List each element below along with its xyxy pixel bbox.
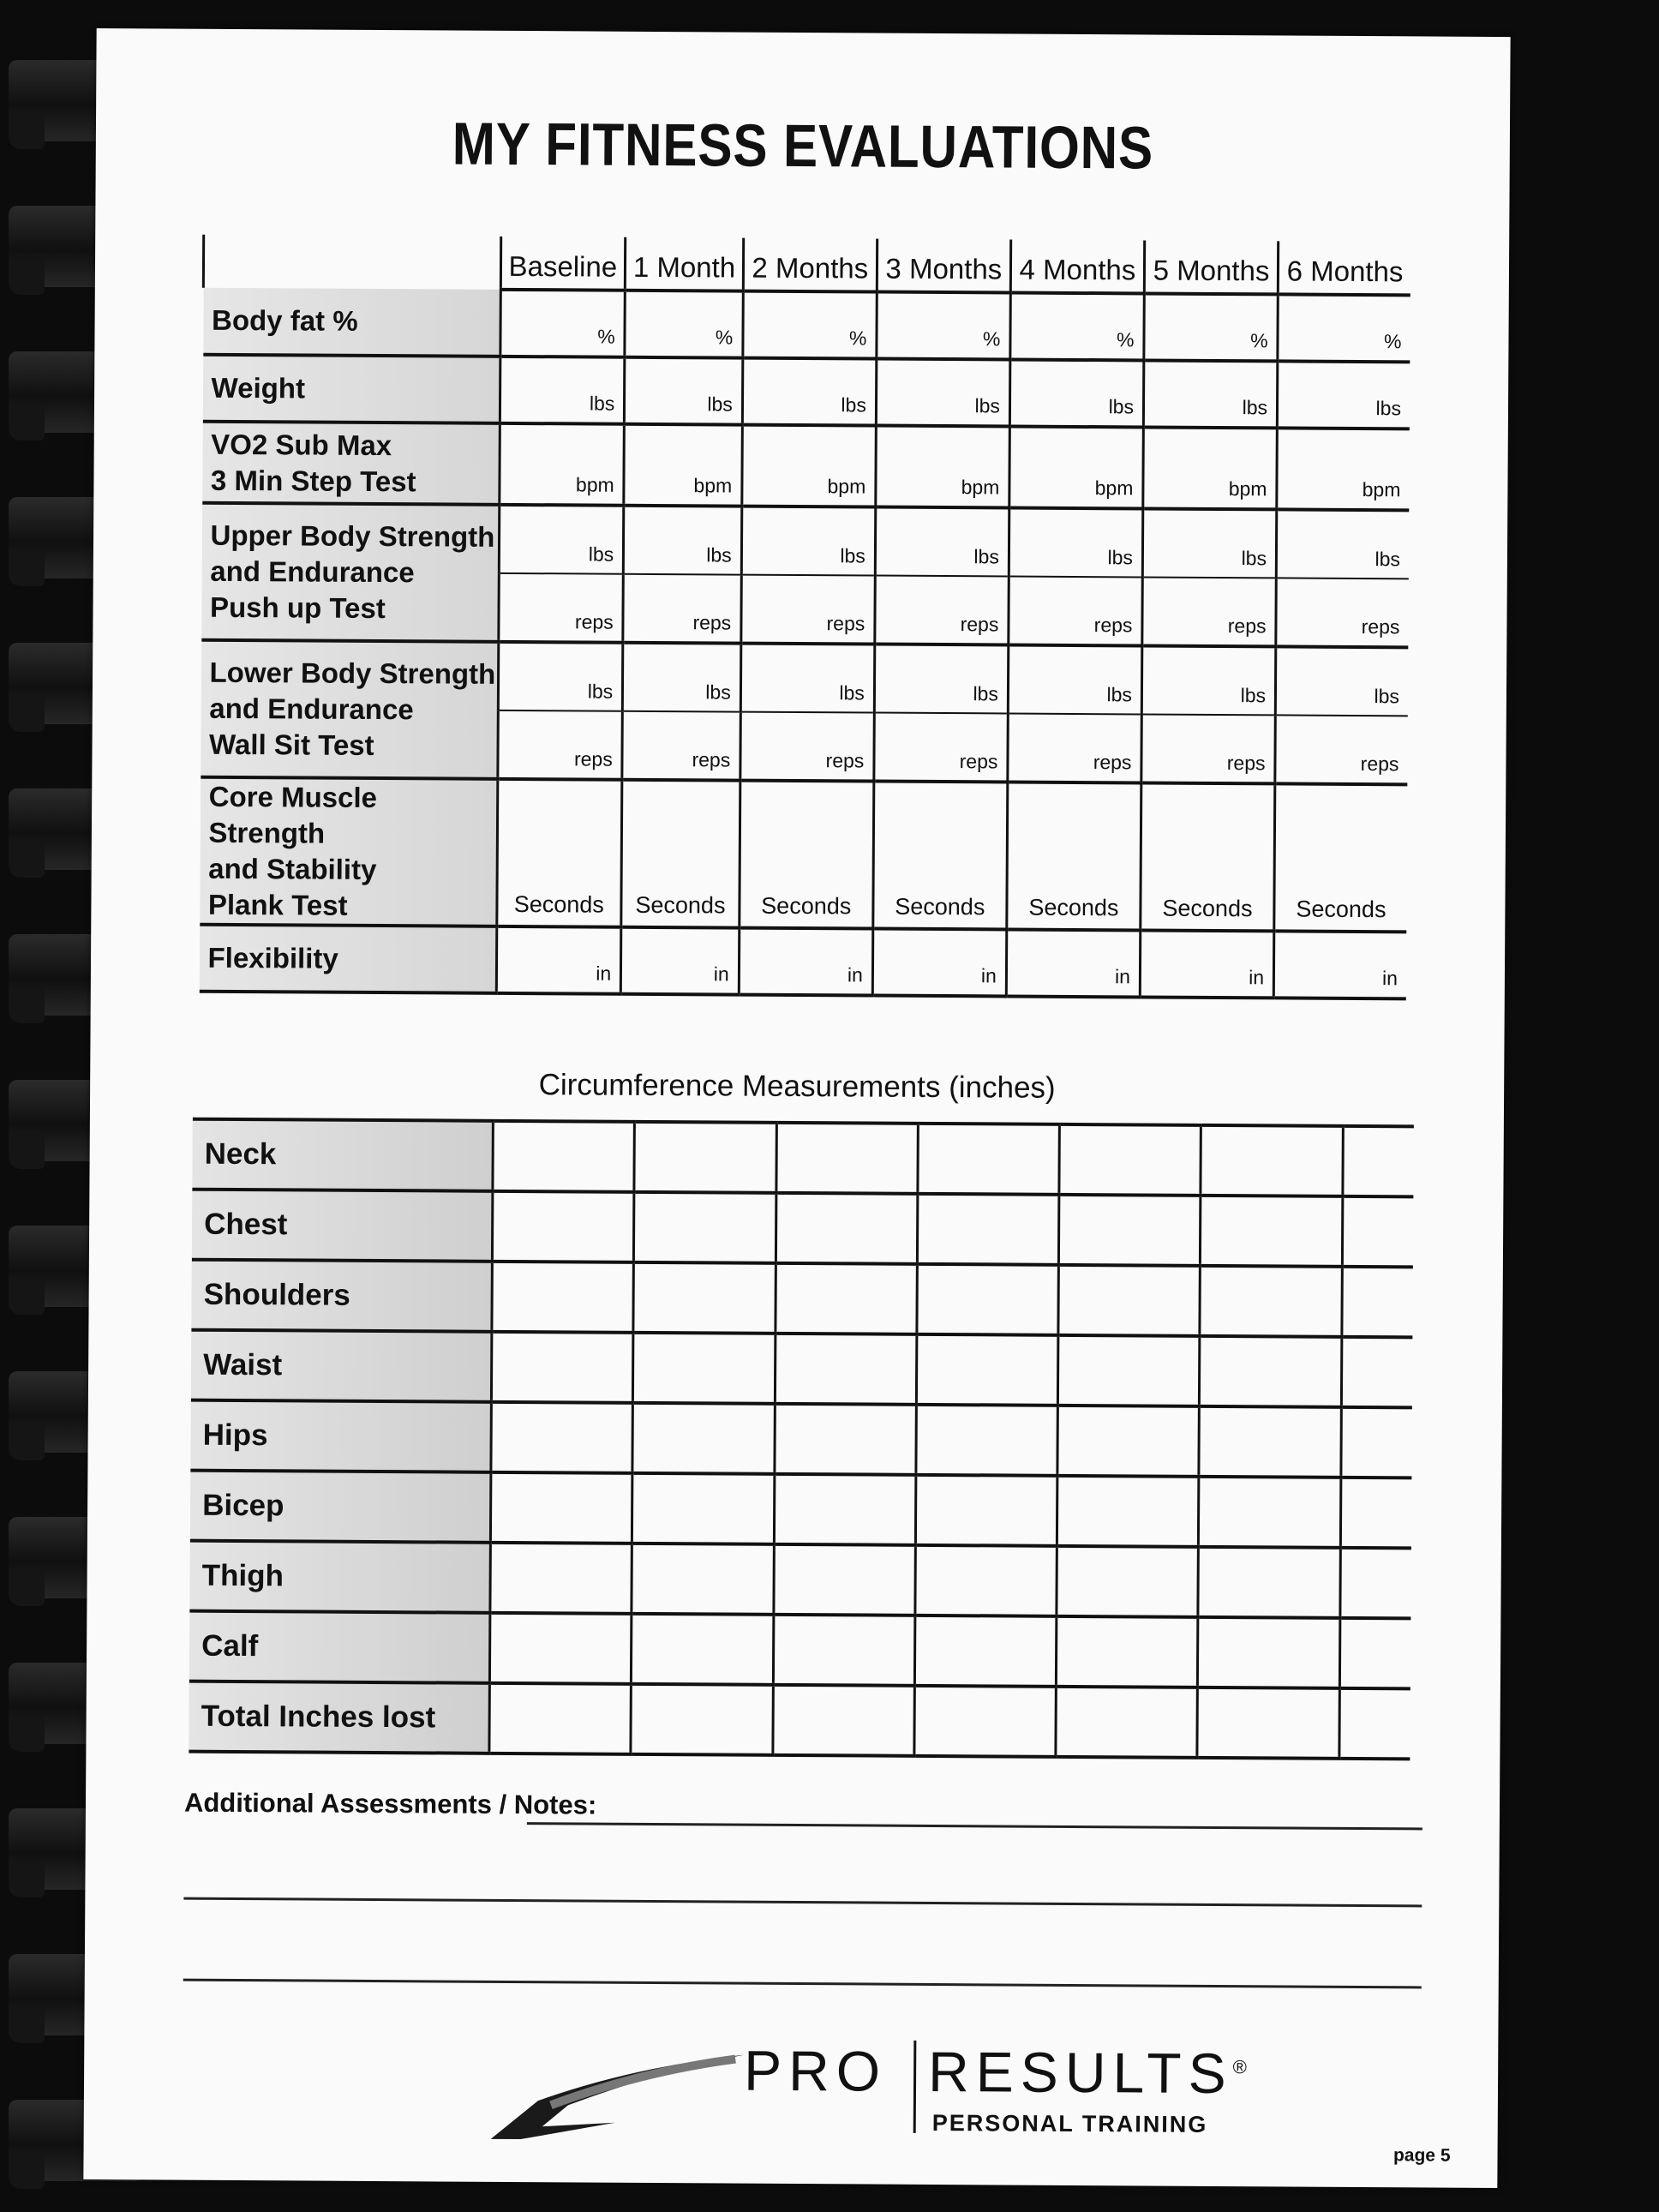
circumference-row [192, 1190, 1413, 1268]
column-header: 1 Month [626, 237, 744, 291]
circumference-row [192, 1119, 1413, 1197]
evaluation-entry-cell[interactable]: lbs [1008, 644, 1142, 714]
circumference-entry-cell[interactable] [491, 1402, 633, 1473]
circumference-entry-cell[interactable] [1340, 1478, 1411, 1549]
notes-line[interactable] [183, 1897, 1422, 1908]
evaluation-row [203, 288, 1410, 363]
evaluation-entry-cell[interactable]: % [1278, 294, 1410, 362]
evaluation-row [202, 355, 1410, 429]
evaluation-label: Flexibility [199, 925, 496, 993]
circumference-entry-cell[interactable] [918, 1124, 1060, 1195]
circumference-label: Total Inches lost [189, 1681, 489, 1753]
evaluation-entry-cell[interactable]: lbs [740, 644, 875, 713]
circumference-entry-cell[interactable] [1057, 1406, 1200, 1477]
evaluation-entry-cell[interactable]: lbs [874, 644, 1009, 714]
evaluation-entry-cell[interactable]: lbs [1141, 645, 1276, 715]
evaluation-entry-cell[interactable]: reps [874, 713, 1009, 782]
circumference-entry-cell[interactable] [1340, 1548, 1411, 1619]
evaluation-label: Body fat % [203, 288, 500, 357]
circumference-table [189, 1118, 1414, 1761]
pro-results-logo [487, 2019, 1254, 2152]
circumference-entry-cell[interactable] [1056, 1687, 1198, 1758]
circumference-entry-cell[interactable] [1341, 1407, 1412, 1478]
evaluation-entry-cell[interactable]: bpm [1277, 428, 1410, 510]
circumference-entry-cell[interactable] [489, 1613, 632, 1684]
circumference-entry-cell[interactable] [633, 1262, 776, 1334]
fitness-evaluation-table [198, 235, 1410, 1001]
logo-divider [913, 2041, 917, 2133]
evaluation-label: Upper Body Strength and Endurance Push up Test [201, 503, 499, 642]
circumference-label: Waist [191, 1330, 492, 1402]
circumference-entry-cell[interactable] [1059, 1124, 1201, 1196]
evaluation-entry-cell[interactable]: reps [1142, 577, 1277, 646]
evaluation-label: Core Muscle Strength and Stability Plank Test [200, 777, 498, 926]
evaluation-entry-cell[interactable]: reps [1009, 576, 1143, 645]
circumference-entry-cell[interactable] [632, 1614, 774, 1685]
evaluation-entry-cell[interactable]: Seconds [1141, 782, 1275, 931]
evaluation-entry-cell[interactable]: reps [740, 712, 875, 782]
circumference-entry-cell[interactable] [1057, 1616, 1199, 1687]
circumference-entry-cell[interactable] [1342, 1267, 1413, 1338]
circumference-label: Hips [190, 1400, 491, 1472]
evaluation-entry-cell[interactable]: reps [498, 573, 623, 643]
circumference-entry-cell[interactable] [1200, 1336, 1342, 1407]
column-header: 4 Months [1010, 240, 1144, 294]
evaluation-entry-cell[interactable]: % [1010, 293, 1145, 361]
notes-label: Additional Assessments / Notes: [183, 1787, 597, 1820]
evaluation-entry-cell[interactable]: in [739, 928, 873, 996]
evaluation-row [200, 777, 1408, 932]
circumference-entry-cell[interactable] [1057, 1476, 1200, 1547]
evaluation-entry-cell[interactable]: lbs [1009, 508, 1143, 578]
evaluation-entry-cell[interactable]: reps [741, 575, 876, 644]
circumference-entry-cell[interactable] [917, 1194, 1059, 1265]
circumference-entry-cell[interactable] [632, 1403, 775, 1474]
circumference-entry-cell[interactable] [776, 1193, 918, 1264]
circumference-row [189, 1681, 1410, 1759]
evaluation-entry-cell[interactable]: bpm [1143, 427, 1278, 509]
circumference-entry-cell[interactable] [633, 1333, 776, 1404]
evaluation-entry-cell[interactable]: lbs [1277, 361, 1410, 429]
evaluation-entry-cell[interactable]: lbs [741, 507, 876, 576]
evaluation-entry-cell[interactable]: lbs [1143, 360, 1278, 428]
circumference-entry-cell[interactable] [1342, 1196, 1413, 1268]
evaluation-entry-cell[interactable]: reps [1141, 714, 1276, 783]
circumference-entry-cell[interactable] [776, 1123, 918, 1194]
circumference-row [191, 1330, 1412, 1408]
circumference-row [191, 1260, 1412, 1338]
column-header: 2 Months [743, 238, 877, 292]
circumference-row [190, 1471, 1411, 1549]
evaluation-entry-cell[interactable]: bpm [1009, 427, 1144, 509]
evaluation-entry-cell[interactable]: lbs [500, 357, 625, 424]
logo-tagline: PERSONAL TRAINING [931, 2109, 1208, 2137]
logo-results: RESULTS® [927, 2039, 1254, 2106]
circumference-entry-cell[interactable] [1339, 1688, 1410, 1759]
evaluation-entry-cell[interactable]: reps [1008, 713, 1142, 782]
page-number: page 5 [1392, 2145, 1451, 2166]
evaluation-entry-cell[interactable]: reps [622, 711, 740, 781]
evaluation-row [201, 640, 1408, 716]
evaluation-entry-cell[interactable]: bpm [624, 424, 742, 507]
circumference-entry-cell[interactable] [916, 1405, 1058, 1476]
evaluation-entry-cell[interactable]: % [500, 290, 625, 357]
circumference-entry-cell[interactable] [1059, 1195, 1201, 1266]
notes-line[interactable] [183, 1979, 1422, 1989]
evaluation-entry-cell[interactable]: % [625, 291, 743, 358]
circumference-entry-cell[interactable] [1201, 1125, 1343, 1196]
circumference-entry-cell[interactable] [490, 1543, 632, 1614]
evaluation-entry-cell[interactable]: in [496, 926, 621, 994]
circumference-entry-cell[interactable] [914, 1686, 1057, 1757]
evaluation-entry-cell[interactable]: Seconds [621, 780, 740, 928]
circumference-entry-cell[interactable] [772, 1685, 914, 1756]
circumference-entry-cell[interactable] [773, 1544, 915, 1616]
circumference-label: Thigh [189, 1541, 490, 1613]
corner-header [203, 235, 500, 290]
circumference-title: Circumference Measurements (inches) [538, 1068, 1056, 1105]
column-header: Baseline [500, 237, 626, 291]
circumference-entry-cell[interactable] [490, 1472, 632, 1544]
circumference-entry-cell[interactable] [492, 1262, 634, 1333]
page-title: MY FITNESS EVALUATIONS [452, 110, 1154, 182]
circumference-entry-cell[interactable] [489, 1683, 632, 1754]
circumference-entry-cell[interactable] [1057, 1546, 1199, 1617]
column-header: 5 Months [1144, 240, 1278, 294]
circumference-entry-cell[interactable] [774, 1404, 916, 1475]
evaluation-entry-cell[interactable]: % [743, 291, 877, 359]
evaluation-entry-cell[interactable]: Seconds [496, 779, 622, 927]
circumference-entry-cell[interactable] [1197, 1687, 1339, 1759]
circumference-entry-cell[interactable] [634, 1192, 776, 1263]
circumference-entry-cell[interactable] [632, 1544, 774, 1615]
circumference-entry-cell[interactable] [1343, 1126, 1414, 1197]
circumference-entry-cell[interactable] [1341, 1337, 1412, 1408]
evaluation-entry-cell[interactable]: Seconds [873, 782, 1008, 930]
circumference-entry-cell[interactable] [1201, 1196, 1343, 1267]
circumference-row [189, 1541, 1410, 1619]
evaluation-entry-cell[interactable]: lbs [499, 505, 624, 574]
circumference-label: Neck [192, 1119, 493, 1191]
logo-pro: PRO [743, 2038, 888, 2103]
evaluation-label: Lower Body Strength and Endurance Wall Sit Test [201, 640, 498, 779]
circumference-row [189, 1611, 1410, 1689]
evaluation-entry-cell[interactable]: % [1144, 293, 1279, 361]
circumference-entry-cell[interactable] [774, 1474, 916, 1545]
circumference-entry-cell[interactable] [1198, 1547, 1340, 1618]
circumference-entry-cell[interactable] [917, 1264, 1059, 1335]
circumference-entry-cell[interactable] [493, 1121, 635, 1192]
evaluation-entry-cell[interactable]: lbs [1009, 360, 1144, 428]
evaluation-entry-cell[interactable]: in [872, 929, 1007, 997]
circumference-entry-cell[interactable] [631, 1684, 773, 1755]
evaluation-entry-cell[interactable]: lbs [498, 642, 623, 711]
circumference-entry-cell[interactable] [1198, 1617, 1340, 1688]
evaluation-entry-cell[interactable]: lbs [742, 358, 877, 426]
evaluation-entry-cell[interactable]: lbs [875, 507, 1009, 577]
evaluation-entry-cell[interactable]: lbs [625, 357, 743, 425]
evaluation-entry-cell[interactable]: lbs [876, 359, 1010, 427]
circumference-entry-cell[interactable] [1339, 1618, 1410, 1689]
evaluation-row [201, 503, 1409, 579]
circumference-entry-cell[interactable] [773, 1615, 915, 1686]
evaluation-entry-cell[interactable]: reps [1275, 715, 1408, 784]
circumference-row [190, 1400, 1411, 1478]
circumference-entry-cell[interactable] [634, 1122, 776, 1193]
circumference-entry-cell[interactable] [775, 1263, 917, 1334]
circumference-entry-cell[interactable] [632, 1473, 775, 1544]
circumference-entry-cell[interactable] [1200, 1266, 1342, 1337]
circumference-entry-cell[interactable] [915, 1475, 1057, 1546]
circumference-label: Calf [189, 1611, 490, 1683]
evaluation-entry-cell[interactable]: in [621, 927, 740, 995]
evaluation-entry-cell[interactable]: in [1273, 931, 1406, 998]
circumference-entry-cell[interactable] [916, 1334, 1058, 1406]
circumference-entry-cell[interactable] [914, 1616, 1057, 1687]
evaluation-entry-cell[interactable]: reps [623, 574, 741, 644]
evaluation-row [202, 422, 1410, 511]
evaluation-label: Weight [202, 355, 500, 423]
evaluation-entry-cell[interactable]: bpm [499, 423, 624, 506]
circumference-entry-cell[interactable] [492, 1191, 634, 1262]
evaluation-entry-cell[interactable]: lbs [1142, 508, 1277, 578]
circumference-entry-cell[interactable] [1058, 1335, 1201, 1406]
circumference-entry-cell[interactable] [491, 1332, 633, 1403]
evaluation-row [199, 925, 1406, 999]
circumference-entry-cell[interactable] [1058, 1265, 1201, 1336]
circumference-entry-cell[interactable] [1199, 1406, 1341, 1478]
circumference-label: Bicep [190, 1471, 491, 1543]
evaluation-entry-cell[interactable]: reps [1276, 578, 1409, 647]
evaluation-entry-cell[interactable]: in [1006, 929, 1141, 997]
evaluation-entry-cell[interactable]: Seconds [1007, 782, 1141, 930]
column-header: 6 Months [1278, 241, 1410, 295]
evaluation-entry-cell[interactable]: lbs [1275, 646, 1408, 716]
evaluation-entry-cell[interactable]: bpm [876, 426, 1010, 508]
evaluation-entry-cell[interactable]: reps [497, 710, 622, 780]
evaluation-entry-cell[interactable]: in [1140, 930, 1274, 998]
evaluation-entry-cell[interactable]: Seconds [740, 781, 874, 929]
column-header: 3 Months [877, 239, 1010, 293]
notes-line[interactable] [527, 1822, 1422, 1830]
swoosh-icon [487, 2019, 745, 2149]
evaluation-entry-cell[interactable]: Seconds [1274, 783, 1407, 932]
evaluation-entry-cell[interactable]: lbs [624, 506, 742, 575]
circumference-label: Shoulders [191, 1260, 492, 1332]
circumference-entry-cell[interactable] [915, 1545, 1057, 1616]
evaluation-entry-cell[interactable]: % [877, 292, 1011, 360]
circumference-entry-cell[interactable] [775, 1334, 917, 1405]
circumference-entry-cell[interactable] [1199, 1477, 1341, 1548]
evaluation-entry-cell[interactable]: bpm [742, 425, 877, 507]
notebook-page [83, 28, 1510, 2188]
evaluation-entry-cell[interactable]: reps [875, 576, 1009, 645]
evaluation-entry-cell[interactable]: lbs [623, 643, 741, 712]
evaluation-label: VO2 Sub Max 3 Min Step Test [202, 422, 500, 505]
circumference-label: Chest [192, 1190, 493, 1262]
evaluation-entry-cell[interactable]: lbs [1276, 509, 1409, 578]
